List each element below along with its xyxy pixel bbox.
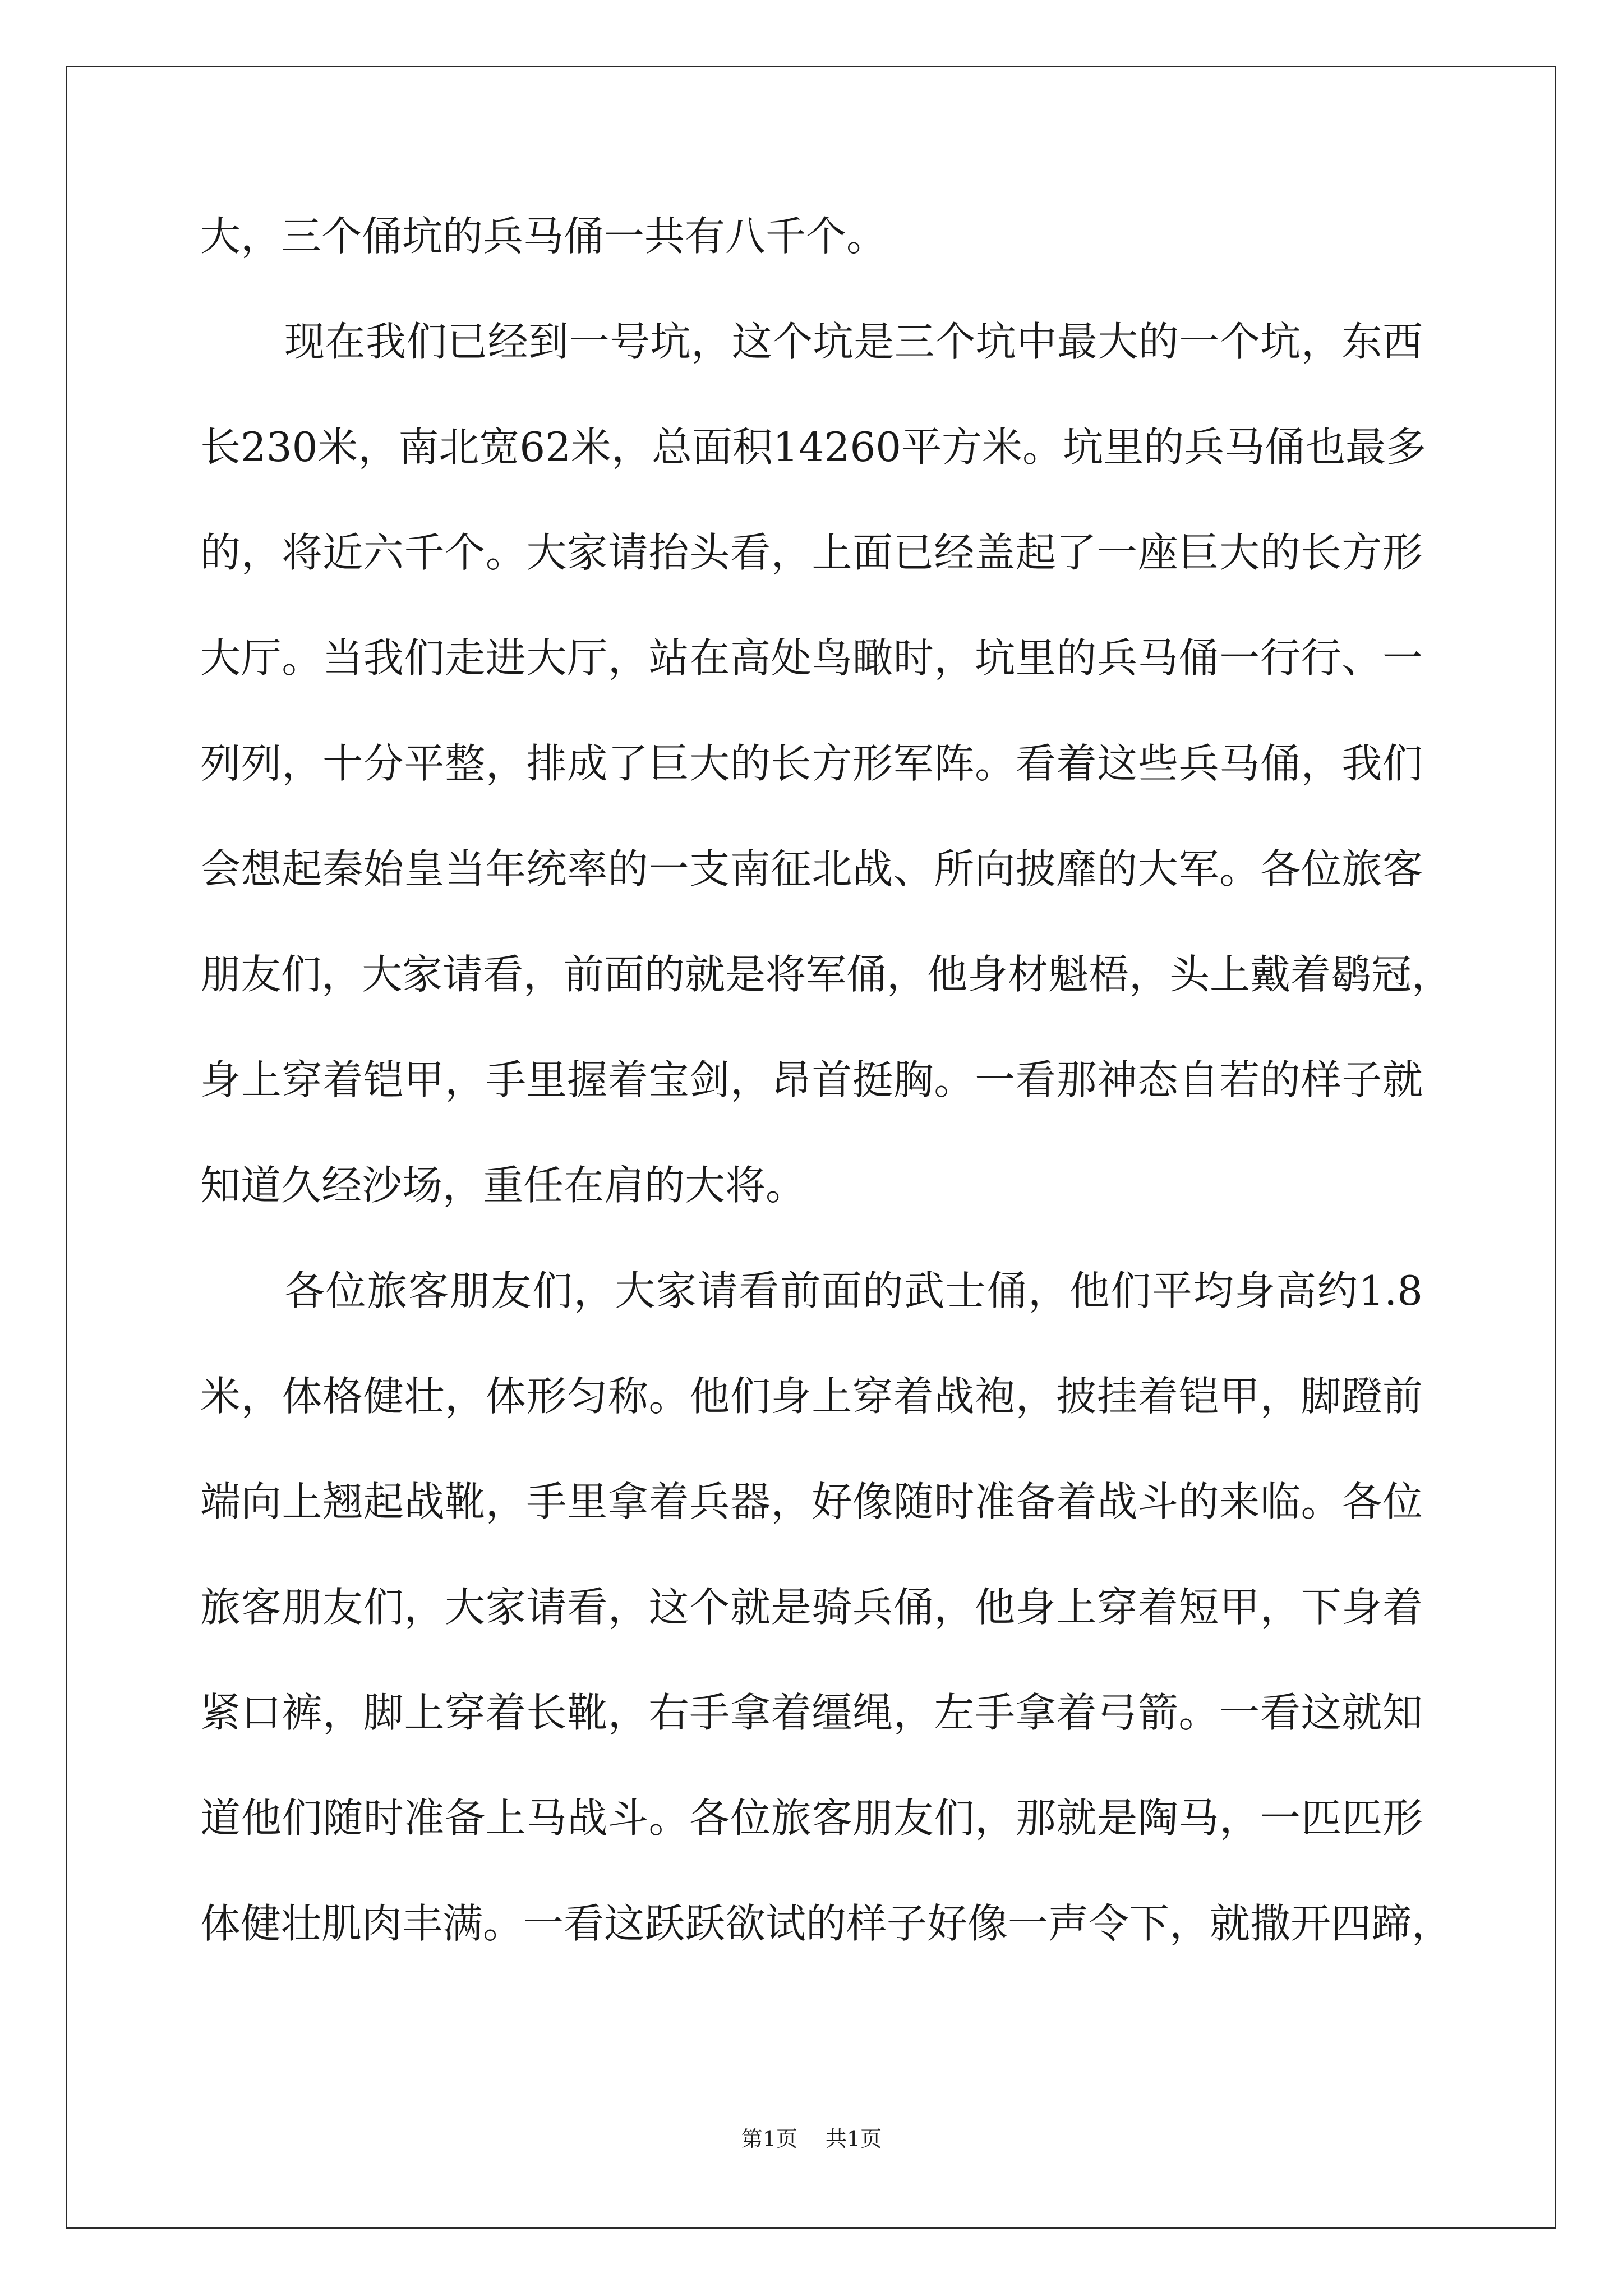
text-line: 会想起秦始皇当年统率的一支南征北战、所向披靡的大军。各位旅客 [200, 845, 1423, 892]
text-line: 大厅。当我们走进大厅，站在高处鸟瞰时，坑里的兵马俑一行行、一 [200, 634, 1423, 682]
text-line: 体健壮肌肉丰满。一看这跃跃欲试的样子好像一声令下，就撒开四蹄， [200, 1900, 1453, 1947]
page-footer [0, 2125, 1623, 2153]
text-line: 端向上翘起战靴，手里拿着兵器，好像随时准备着战斗的来临。各位 [200, 1478, 1423, 1525]
text-line: 现在我们已经到一号坑，这个坑是三个坑中最大的一个坑，东西 [284, 318, 1423, 365]
text-line: 各位旅客朋友们，大家请看前面的武士俑，他们平均身高约1.8 [284, 1267, 1423, 1314]
text-line: 知道久经沙场，重任在肩的大将。 [200, 1162, 806, 1209]
text-line: 大，三个俑坑的兵马俑一共有八千个。 [200, 213, 887, 260]
text-line: 紧口裤，脚上穿着长靴，右手拿着缰绳，左手拿着弓箭。一看这就知 [200, 1689, 1423, 1736]
text-line: 身上穿着铠甲，手里握着宝剑，昂首挺胸。一看那神态自若的样子就 [200, 1056, 1423, 1103]
page-number-current: 第1页 [741, 2127, 797, 2151]
text-line: 道他们随时准备上马战斗。各位旅客朋友们，那就是陶马，一匹匹形 [200, 1795, 1423, 1842]
page-number-total: 共1页 [826, 2127, 882, 2151]
text-line: 朋友们，大家请看，前面的就是将军俑，他身材魁梧，头上戴着鹖冠， [200, 951, 1453, 998]
text-line: 米，体格健壮，体形匀称。他们身上穿着战袍，披挂着铠甲，脚蹬前 [200, 1373, 1423, 1420]
text-line: 列列，十分平整，排成了巨大的长方形军阵。看着这些兵马俑，我们 [200, 740, 1423, 787]
text-line: 的，将近六千个。大家请抬头看，上面已经盖起了一座巨大的长方形 [200, 529, 1423, 576]
text-line: 旅客朋友们，大家请看，这个就是骑兵俑，他身上穿着短甲，下身着 [200, 1584, 1423, 1631]
text-line: 长230米，南北宽62米，总面积14260平方米。坑里的兵马俑也最多 [200, 424, 1427, 471]
document-body [200, 205, 1453, 1998]
